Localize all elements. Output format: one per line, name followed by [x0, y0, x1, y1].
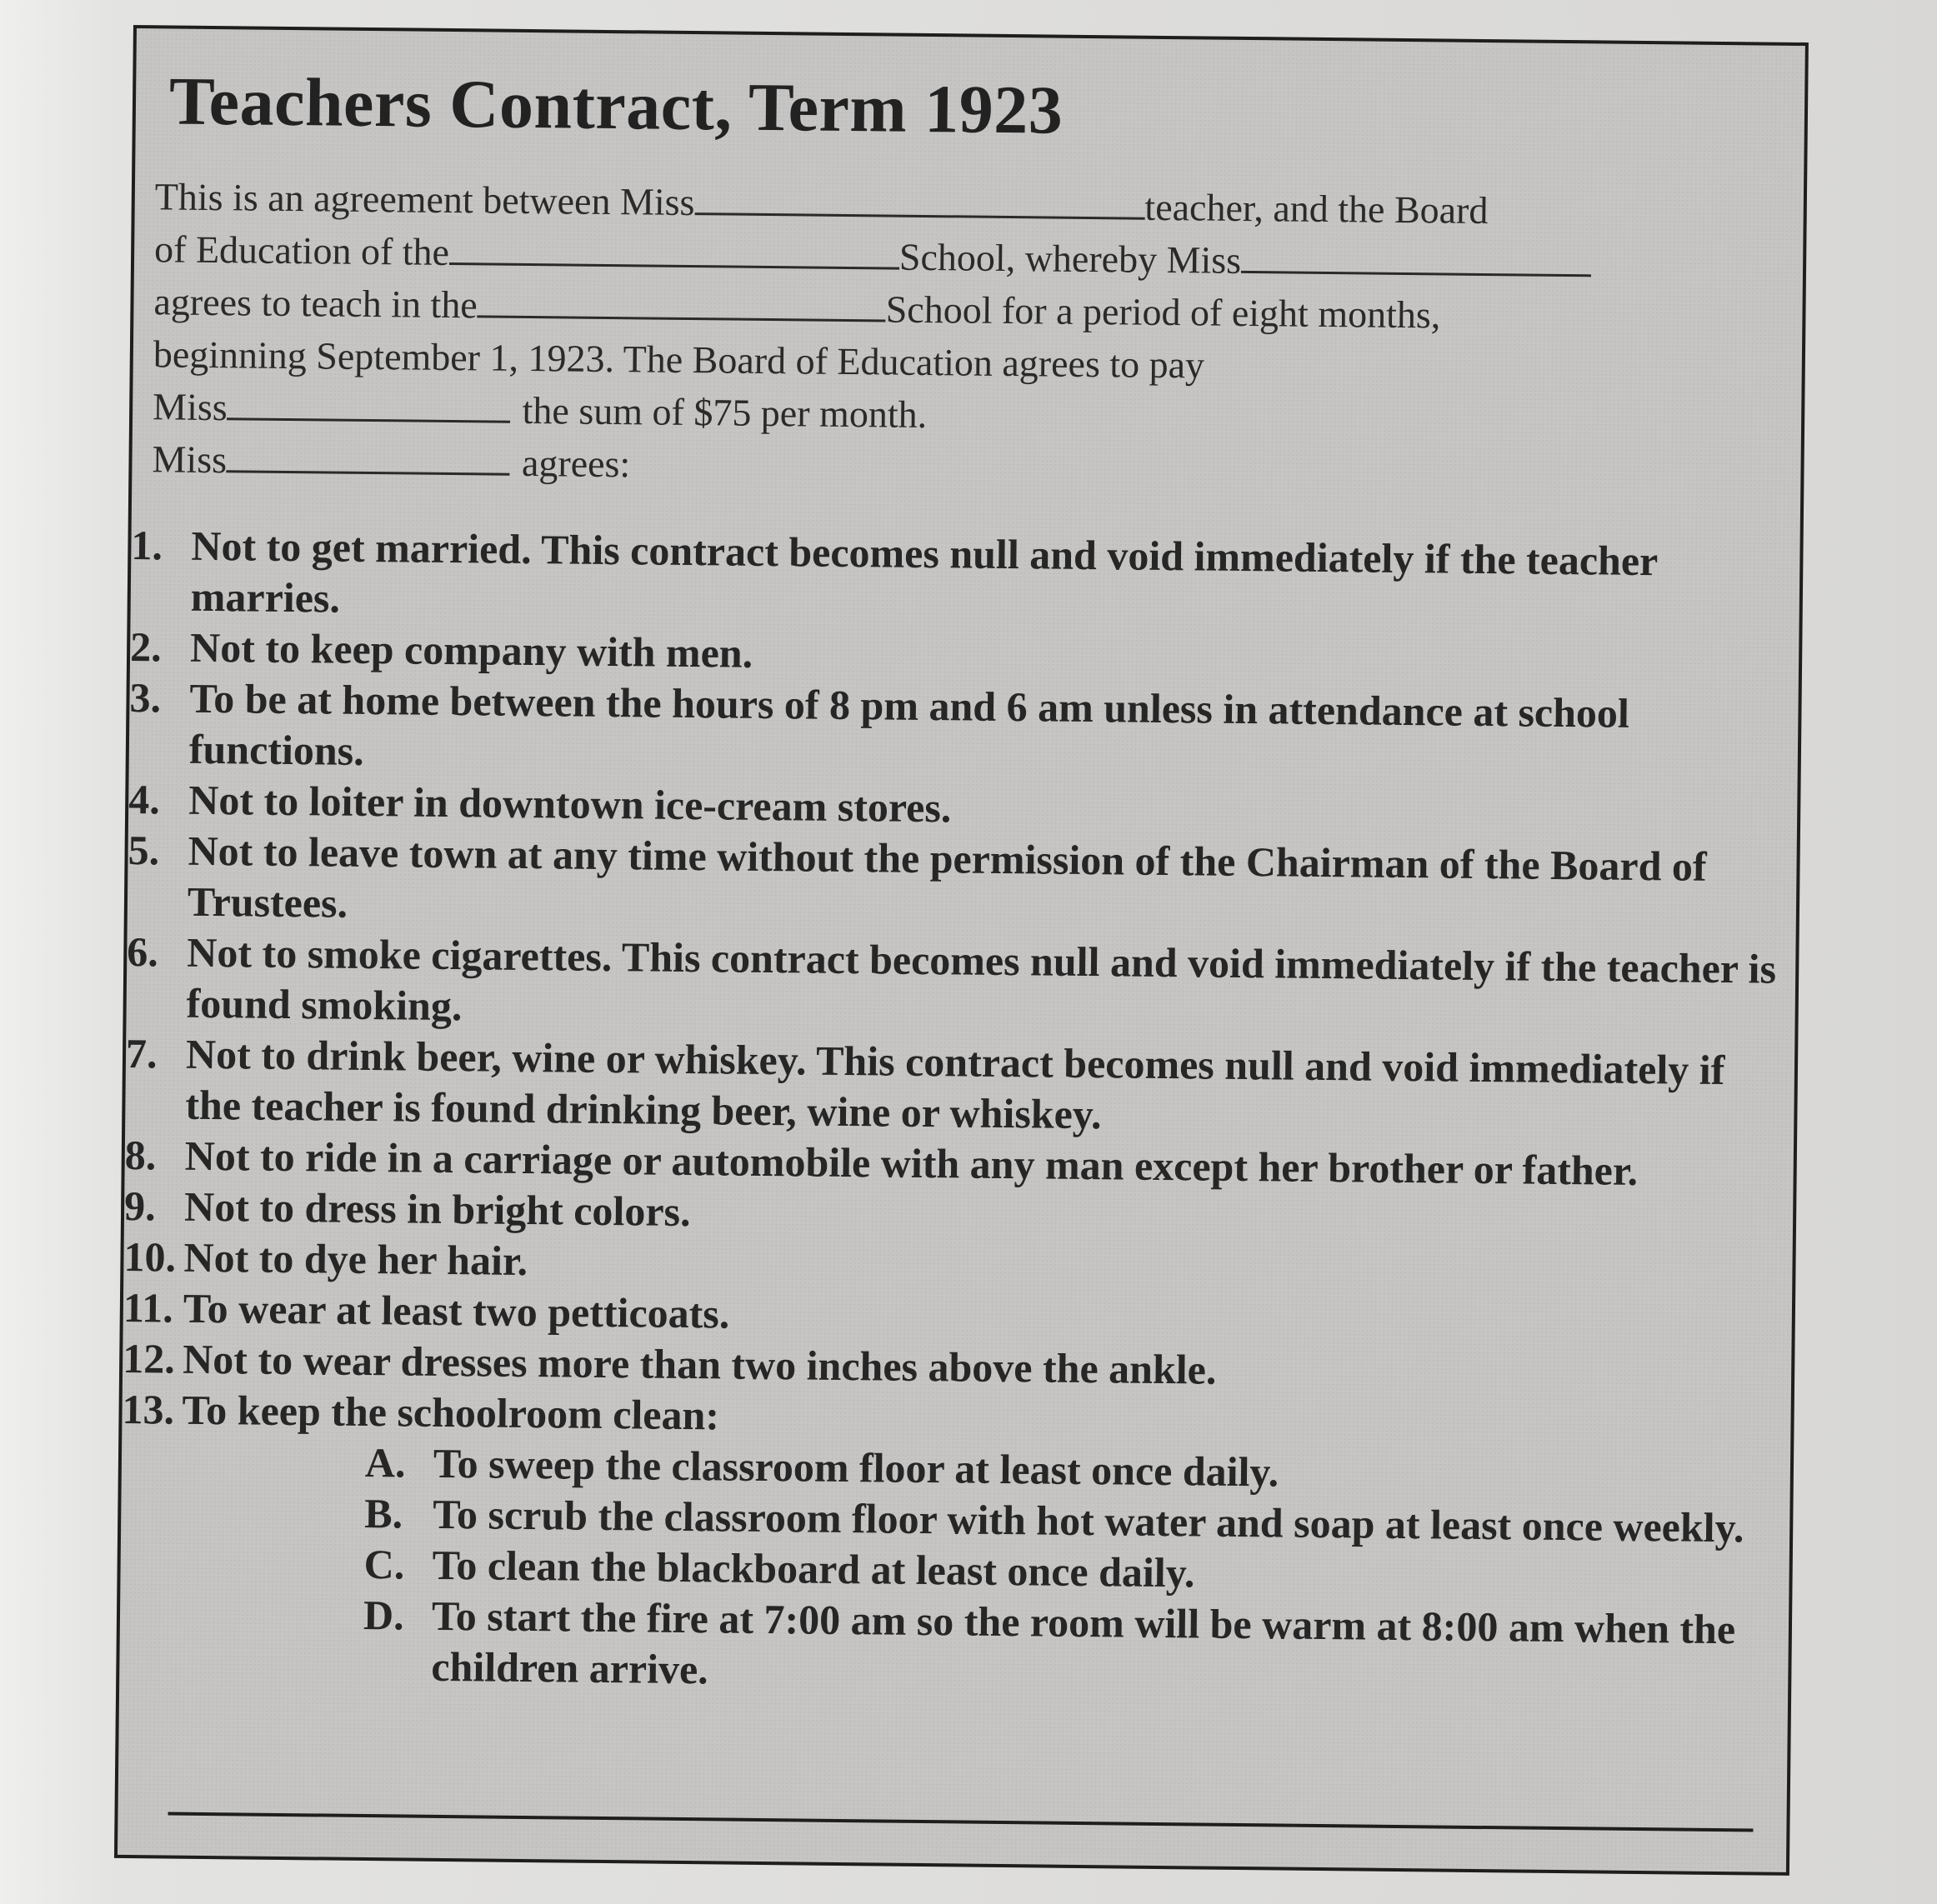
rule-item [119, 1384, 1781, 1707]
cleaning-subrules-list [179, 1436, 1780, 1707]
rule-number: 7. [125, 1029, 158, 1077]
agreement-text: the sum of $75 per month. [522, 388, 928, 436]
rule-text: To keep the schoolroom clean: [182, 1386, 720, 1439]
subrule-letter: B. [364, 1490, 403, 1537]
agreement-text: School for a period of eight months, [885, 287, 1441, 337]
rule-number: 13. [122, 1385, 175, 1433]
subrule-text: To clean the blackboard at least once daily. [432, 1541, 1195, 1597]
document-title: Teachers Contract, Term 1923 [168, 62, 1064, 148]
school-name-blank [478, 278, 886, 322]
rule-number: 9. [123, 1182, 156, 1230]
rule-number: 12. [122, 1334, 176, 1382]
rule-text: To be at home between the hours of 8 pm and 6 am unless in attendance at school functions. [188, 674, 1630, 774]
agreement-text: Miss [152, 437, 228, 482]
school-name-blank [449, 226, 899, 270]
rule-text: Not to drink beer, wine or whiskey. This contract becomes null and void immediately if the teacher is found drinking beer, wine or whiskey. [185, 1030, 1725, 1138]
agreement-text: beginning September 1, 1923. The Board of Education agrees to pay [153, 332, 1205, 387]
agreement-paragraph [152, 170, 1789, 502]
subrule-text: To sweep the classroom floor at least once daily. [433, 1439, 1279, 1496]
rule-number: 11. [123, 1283, 173, 1332]
rule-number: 2. [129, 623, 162, 671]
rule-number: 8. [124, 1131, 157, 1179]
rule-number: 3. [129, 673, 162, 722]
contract-document [114, 25, 1809, 1876]
agreement-text: agrees: [521, 441, 631, 486]
rule-text: Not to keep company with men. [189, 623, 753, 677]
teacher-name-blank [227, 433, 510, 476]
rule-text: To wear at least two petticoats. [183, 1284, 730, 1337]
bottom-border-line [168, 1812, 1754, 1832]
agreement-text: agrees to teach in the [153, 280, 478, 327]
rule-number: 5. [128, 826, 160, 874]
rule-text: Not to get married. This contract becomes null and void immediately if the teacher marries. [190, 522, 1658, 622]
rule-text: Not to loiter in downtown ice-cream stores. [188, 776, 952, 832]
teacher-name-blank [1241, 234, 1591, 277]
agreement-text: Miss [152, 385, 228, 429]
rule-text: Not to leave town at any time without the permission of the Chairman of the Board of Trustees. [187, 827, 1707, 927]
subrule-letter: C. [363, 1541, 405, 1588]
rule-number: 1. [131, 522, 163, 569]
subrule-item [363, 1590, 1779, 1707]
rule-text: Not to dress in bright colors. [183, 1182, 691, 1236]
teacher-name-blank [228, 381, 511, 423]
agreement-text: of Education of the [153, 227, 450, 273]
rule-text: Not to dye her hair. [183, 1233, 528, 1285]
rule-item [126, 927, 1785, 1046]
subrule-text: To start the fire at 7:00 am so the room will be warm at 8:00 am when the children arrive. [431, 1592, 1736, 1693]
rule-item [125, 1028, 1784, 1147]
rule-item [129, 672, 1789, 792]
agreement-text: This is an agreement between Miss [154, 175, 695, 224]
teacher-name-blank [694, 176, 1144, 220]
rule-text: Not to ride in a carriage or automobile with any man except her brother or father. [184, 1132, 1639, 1194]
rule-item [128, 825, 1787, 944]
rule-item [131, 520, 1790, 639]
subrule-text: To scrub the classroom floor with hot water and soap at least once weekly. [433, 1490, 1744, 1552]
subrule-letter: D. [363, 1591, 404, 1639]
rule-number: 6. [127, 927, 159, 976]
agreement-text: School, whereby Miss [898, 235, 1242, 282]
contract-rules-list [119, 520, 1790, 1707]
rule-text: Not to smoke cigarettes. This contract becomes null and void immediately if the teacher is found smoking. [186, 928, 1777, 1030]
rule-number: 4. [128, 775, 161, 823]
rule-number: 10. [123, 1232, 177, 1281]
subrule-letter: A. [364, 1439, 406, 1487]
agreement-text: teacher, and the Board [1144, 185, 1489, 232]
rule-text: Not to wear dresses more than two inches above the ankle. [182, 1335, 1217, 1393]
